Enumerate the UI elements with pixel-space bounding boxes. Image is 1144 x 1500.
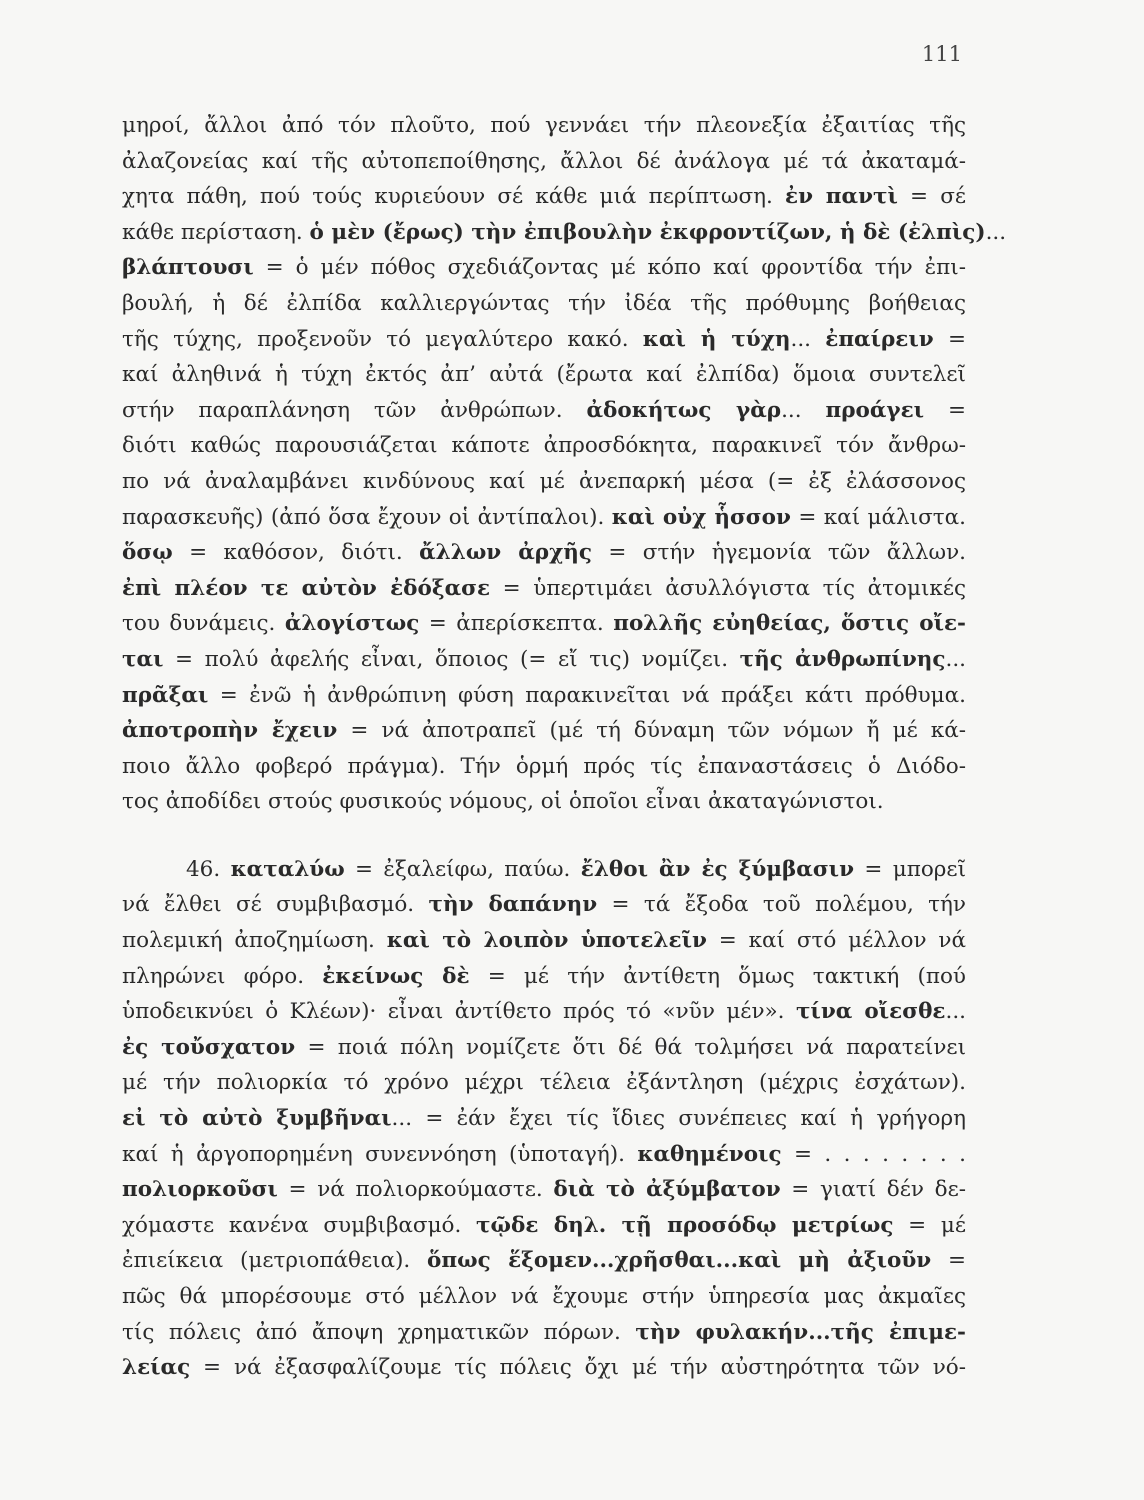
text-line <box>122 606 966 642</box>
lemma-term: πρᾶξαι <box>122 682 209 708</box>
text-line <box>122 464 966 500</box>
gloss-text: ὑποδεικνύει ὁ Κλέων)· εἶναι ἀντίθετο πρός τό «νῦν μέν». <box>122 999 796 1025</box>
text-line <box>122 749 966 785</box>
lemma-term: ὁ μὲν (ἔρως) τὴν ἐπιβουλὴν ἐκφροντίζων, ἡ δὲ (ἐλπὶς) <box>309 219 986 245</box>
gloss-text: = καθόσον, διότι. <box>172 540 420 566</box>
gloss-text: = ἐνῶ ἡ ἀνθρώπινη φύση παρακινεῖται νά πράξει κάτι πρόθυμα. <box>208 682 966 708</box>
text-line <box>122 852 966 888</box>
gloss-text: ποιο ἄλλο φοβερό πράγμα). Τήν ὁρμή πρός τίς ἐπαναστάσεις ὁ Διόδο- <box>122 753 966 779</box>
lemma-term: καταλύω <box>230 856 345 882</box>
lemma-term: τὴν δαπάνην <box>428 892 598 918</box>
text-line <box>122 642 966 678</box>
lemma-term: τίνα οἴεσθε <box>795 999 946 1025</box>
gloss-text: χόμαστε κανένα συμβιβασμό. <box>122 1212 477 1238</box>
text-line <box>122 322 966 358</box>
lemma-term: διὰ τὸ ἀξύμβατον <box>553 1177 781 1203</box>
gloss-text: = στήν ἡγεμονία τῶν ἄλλων. <box>591 540 966 566</box>
text-line <box>122 1137 966 1173</box>
lemma-term: ἐπαίρειν <box>825 326 934 352</box>
gloss-text: = ὑπερτιμάει ἀσυλλόγιστα τίς ἀτομικές <box>490 575 967 601</box>
lemma-term: ἀδοκήτως γὰρ <box>586 397 782 423</box>
lemma-term: ὅσῳ <box>122 540 173 566</box>
text-line <box>122 923 966 959</box>
gloss-text: = νά ἐξασφαλίζουμε τίς πόλεις ὄχι μέ τήν αὐστηρότητα τῶν νό- <box>190 1355 966 1381</box>
text-line <box>122 678 966 714</box>
gloss-text: τίς πόλεις ἀπό ἄποψη χρηματικῶν πόρων. <box>122 1319 636 1345</box>
text-line <box>122 286 966 322</box>
gloss-text: = ποιά πόλη νομίζετε ὅτι δέ θά τολμήσει νά παρατείνει <box>295 1034 967 1060</box>
gloss-text: μέ τήν πολιορκία τό χρόνο μέχρι τέλεια ἐξάντληση (μέχρις ἐσχάτων). <box>122 1070 966 1096</box>
text-line <box>122 215 1007 251</box>
gloss-text: = νά πολιορκούμαστε. <box>277 1177 554 1203</box>
text-line <box>122 1101 966 1137</box>
body-text <box>122 108 1007 1386</box>
paragraph <box>122 108 1007 820</box>
gloss-text: = νά ἀποτραπεῖ (μέ τή δύναμη τῶν νόμων ἤ μέ κά- <box>337 718 966 744</box>
text-line <box>122 887 966 923</box>
lemma-term: καὶ ἡ τύχη <box>642 326 791 352</box>
gloss-text: ... = ἐάν ἔχει τίς ἴδιες συνέπειες καί ἡ γρήγορη <box>391 1106 967 1132</box>
text-line <box>122 500 966 536</box>
gloss-text: καί ἡ ἀργοπορημένη συνεννόηση (ὑποταγή). <box>122 1141 638 1167</box>
paragraph-gap <box>122 820 966 852</box>
lemma-term: πολλῆς εὐηθείας, ὅστις οἴε- <box>613 611 966 637</box>
gloss-text: μηροί, ἄλλοι ἀπό τόν πλοῦτο, πού γεννάει τήν πλεονεξία ἐξαιτίας τῆς <box>122 113 966 138</box>
lemma-term: ἐκείνως δὲ <box>322 963 470 989</box>
gloss-text: = μέ τήν ἀντίθετη ὅμως τακτική (πού <box>469 963 966 989</box>
gloss-text: = <box>924 397 966 423</box>
lemma-term: ἐς τοὔσχατον <box>122 1034 296 1060</box>
lemma-term: ἔλθοι ἂν ἐς ξύμβασιν <box>580 856 855 882</box>
gloss-text: πληρώνει φόρο. <box>122 963 323 989</box>
gloss-text: ἐπιείκεια (μετριοπάθεια). <box>122 1248 428 1274</box>
gloss-text: = μέ <box>893 1212 967 1238</box>
gloss-text: καί ἀληθινά ἡ τύχη ἐκτός ἀπ’ αὐτά (ἔρωτα καί ἐλπίδα) ὅμοια συντελεῖ <box>122 362 966 388</box>
text-line <box>122 393 966 429</box>
text-line <box>122 713 966 749</box>
lemma-term: καὶ τὸ λοιπὸν ὑποτελεῖν <box>386 928 707 954</box>
text-line <box>122 250 966 286</box>
gloss-text: ... <box>790 326 826 352</box>
gloss-text: βουλή, ἡ δέ ἐλπίδα καλλιεργώντας τήν ἰδέα τῆς πρόθυμης βοήθειας <box>122 290 966 316</box>
gloss-text: = μπορεῖ <box>854 856 966 882</box>
text-line <box>122 1243 966 1279</box>
gloss-text: διότι καθώς παρουσιάζεται κάποτε ἀπροσδόκητα, παρακινεῖ τόν ἄνθρω- <box>122 433 966 459</box>
lemma-term: προάγει <box>825 397 925 423</box>
gloss-text: ... <box>781 397 826 423</box>
gloss-text: πῶς θά μπορέσουμε στό μέλλον νά ἔχουμε στήν ὑπηρεσία μας ἀκμαῖες <box>122 1284 966 1309</box>
text-line <box>122 994 966 1030</box>
page-number: 111 <box>921 42 962 66</box>
gloss-text: = <box>931 1248 966 1274</box>
text-line <box>122 179 966 215</box>
text-line <box>122 144 966 180</box>
text-line <box>122 571 966 607</box>
gloss-text: = τά ἔξοδα τοῦ πολέμου, τήν <box>597 892 966 918</box>
text-line <box>122 1065 966 1101</box>
gloss-text: ἀλαζονείας καί τῆς αὐτοπεποίθησης, ἄλλοι δέ ἀνάλογα μέ τά ἀκαταμά- <box>122 148 966 174</box>
text-line <box>122 784 966 820</box>
lemma-term: πολιορκοῦσι <box>122 1177 278 1203</box>
text-line <box>122 535 966 571</box>
lemma-term: καὶ οὐχ ἧσσον <box>611 504 791 530</box>
gloss-text: νά ἔλθει σέ συμβιβασμό. <box>122 892 429 918</box>
gloss-text: = ὁ μέν πόθος σχεδιάζοντας μέ κόπο καί φροντίδα τήν ἐπι- <box>253 255 966 281</box>
gloss-text: = καί στό μέλλον νά <box>706 928 966 954</box>
gloss-text: παρασκευῆς) (ἀπό ὅσα ἔχουν οἱ ἀντίπαλοι). <box>122 504 612 530</box>
gloss-text: ... <box>985 219 1007 245</box>
gloss-text: χητα πάθη, πού τούς κυριεύουν σέ κάθε μιά περίπτωση. <box>122 184 786 210</box>
gloss-text: κάθε περίσταση. <box>122 219 310 245</box>
gloss-text: = . . . . . . . . <box>781 1141 966 1167</box>
text-line <box>122 108 966 144</box>
gloss-text: του δυνάμεις. <box>122 611 285 637</box>
gloss-text: πο νά ἀναλαμβάνει κινδύνους καί μέ ἀνεπαρκή μέσα (= ἐξ ἐλάσσονος <box>122 468 966 494</box>
lemma-term: ἀποτροπὴν ἔχειν <box>122 718 338 744</box>
lemma-term: ἐπὶ πλέον τε αὐτὸν ἐδόξασε <box>122 575 491 601</box>
lemma-term: τὴν φυλακήν...τῆς ἐπιμε- <box>635 1319 966 1345</box>
text-line <box>122 1315 966 1351</box>
text-line <box>122 959 966 995</box>
gloss-text: στήν παραπλάνηση τῶν ἀνθρώπων. <box>122 397 587 423</box>
gloss-text: = πολύ ἀφελής εἶναι, ὅποιος (= εἴ τις) νομίζει. <box>163 646 740 672</box>
gloss-text: = γιατί δέν δε- <box>780 1177 966 1203</box>
lemma-term: τῆς ἀνθρωπίνης <box>739 646 946 672</box>
gloss-text: = ἐξαλείφω, παύω. <box>344 856 581 882</box>
lemma-term: βλάπτουσι <box>122 255 254 281</box>
gloss-text: ... <box>945 646 966 672</box>
text-line <box>122 428 966 464</box>
lemma-term: ὅπως ἕξομεν...χρῆσθαι...καὶ μὴ ἀξιοῦν <box>427 1248 932 1274</box>
text-line <box>122 1030 966 1066</box>
gloss-text: ... <box>945 999 966 1025</box>
text-line <box>122 1279 966 1315</box>
lemma-term: τῷδε δηλ. τῇ προσόδῳ μετρίως <box>476 1212 894 1238</box>
lemma-term: εἰ τὸ αὐτὸ ξυμβῆναι <box>122 1106 392 1132</box>
lemma-term: ται <box>122 646 164 672</box>
lemma-term: ἐν παντὶ <box>785 184 898 210</box>
text-line <box>122 1350 966 1386</box>
lemma-term: ἀλογίστως <box>284 611 420 637</box>
gloss-text: = σέ <box>897 184 967 210</box>
gloss-text: = <box>933 326 966 352</box>
text-line <box>122 357 966 393</box>
gloss-text: = ἀπερίσκεπτα. <box>419 611 614 637</box>
gloss-text: τῆς τύχης, προξενοῦν τό μεγαλύτερο κακό. <box>122 326 643 352</box>
paragraph <box>122 852 966 1386</box>
text-line <box>122 1172 966 1208</box>
gloss-text: πολεμική ἀποζημίωση. <box>122 928 387 954</box>
gloss-text: τος ἀποδίδει στούς φυσικούς νόμους, οἱ ὁποῖοι εἶναι ἀκαταγώνιστοι. <box>122 789 884 815</box>
lemma-term: λείας <box>122 1355 191 1381</box>
lemma-term: ἄλλων ἀρχῆς <box>419 540 592 566</box>
lemma-term: καθημένοις <box>637 1141 782 1167</box>
gloss-text: 46. <box>186 856 231 882</box>
gloss-text: = καί μάλιστα. <box>790 504 966 530</box>
text-line <box>122 1208 966 1244</box>
